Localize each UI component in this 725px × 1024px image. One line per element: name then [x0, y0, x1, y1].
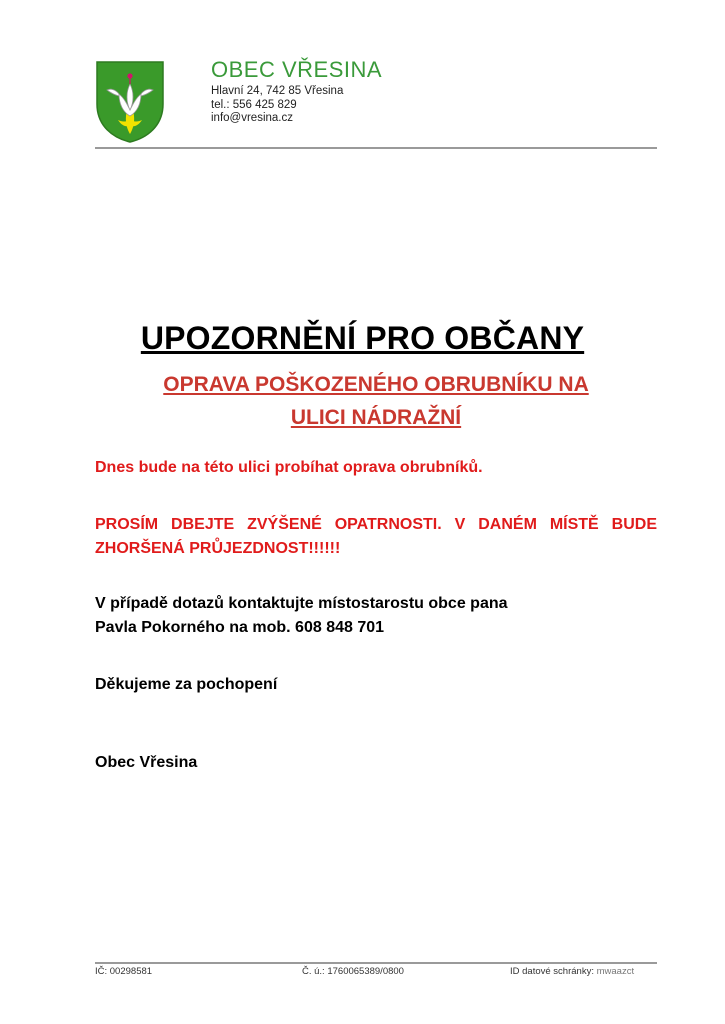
- letterhead: [95, 55, 657, 147]
- notice-subtitle-line-2: ULICI NÁDRAŽNÍ: [290, 406, 462, 429]
- notice-warning: PROSÍM DBEJTE ZVÝŠENÉ OPATRNOSTI. V DANÉM MÍSTĚ BUDE ZHORŠENÁ PRŮJEZDNOST!!!!!!: [95, 516, 657, 557]
- org-phone: tel.: 556 425 829: [211, 98, 297, 111]
- footer-databox-label: ID datové schránky:: [510, 966, 594, 977]
- notice-contact-line-1: V případě dotazů kontaktujte místostarostu obce pana: [95, 595, 508, 612]
- notice-thanks: Děkujeme za pochopení: [95, 676, 278, 693]
- org-email: info@vresina.cz: [211, 112, 293, 124]
- notice-contact-line-2: Pavla Pokorného na mob. 608 848 701: [95, 619, 385, 636]
- notice-title: UPOZORNĚNÍ PRO OBČANY: [140, 320, 585, 356]
- footer-ic: IČ: 00298581: [95, 966, 153, 977]
- footer-account: Č. ú.: 1760065389/0800: [302, 966, 404, 977]
- org-name: OBEC VŘESINA: [211, 57, 383, 82]
- notice-subtitle: [95, 368, 657, 434]
- notice-subtitle-line-1: OPRAVA POŠKOZENÉHO OBRUBNÍKU NA: [163, 373, 589, 396]
- header-divider: [95, 147, 657, 149]
- notice-signature: Obec Vřesina: [95, 754, 198, 771]
- notice-contact: [95, 592, 657, 640]
- org-contact-block: [211, 55, 382, 126]
- footer-databox-id: mwaazct: [596, 966, 635, 977]
- footer-databox: [510, 966, 634, 978]
- notice-info: Dnes bude na této ulici probíhat oprava obrubníků.: [95, 459, 483, 476]
- coat-of-arms-icon: [95, 60, 165, 144]
- footer-divider: [95, 962, 657, 964]
- org-address: Hlavní 24, 742 85 Vřesina: [211, 85, 344, 97]
